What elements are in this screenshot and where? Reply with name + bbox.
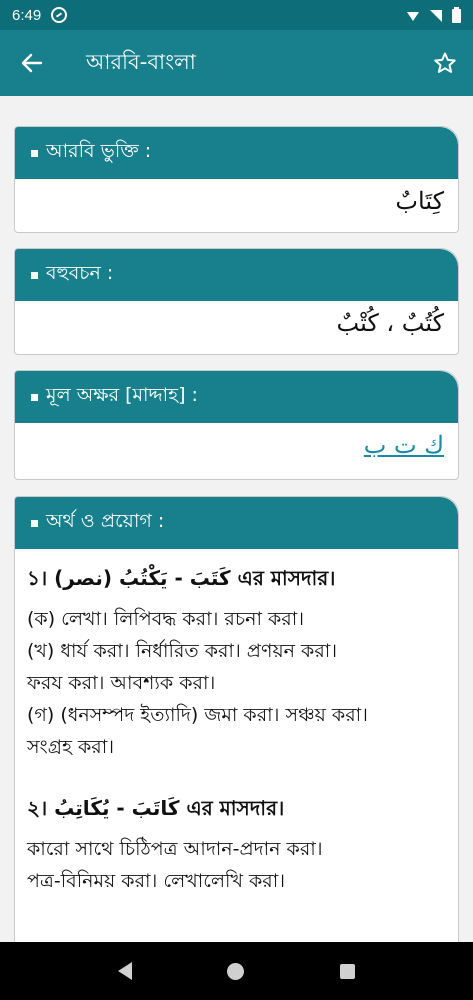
meaning-card bbox=[14, 496, 459, 942]
battery-icon bbox=[452, 7, 461, 23]
meaning-line: (ক) লেখা। লিপিবদ্ধ করা। রচনা করা। bbox=[27, 608, 305, 630]
spacer bbox=[27, 763, 446, 791]
favorite-button[interactable] bbox=[417, 30, 473, 96]
card-label: অর্থ ও প্রয়োগ : bbox=[46, 510, 165, 532]
meaning-heading: ২। كَاتَبَ - يُكَاتِبُ এর মাসদার। bbox=[27, 796, 285, 820]
meaning-line: ফরয করা। আবশ্যক করা। bbox=[27, 672, 216, 694]
status-bar bbox=[0, 0, 473, 30]
meaning-body bbox=[15, 549, 458, 909]
bullet-icon bbox=[31, 394, 38, 401]
back-button[interactable] bbox=[0, 30, 64, 96]
status-icons bbox=[406, 7, 461, 23]
bullet-icon bbox=[31, 272, 38, 279]
signal-icon bbox=[406, 8, 420, 22]
card-header bbox=[15, 249, 458, 301]
meaning-heading: ১। (نصر) كَتَبَ - يَكْتُبُ এর মাসদার। bbox=[27, 566, 336, 590]
card-value bbox=[15, 423, 458, 469]
root-letters-card bbox=[14, 370, 459, 480]
card-value: كُتُبٌ ، كُتْبٌ bbox=[336, 309, 444, 337]
card-header bbox=[15, 371, 458, 423]
star-outline-icon bbox=[433, 51, 457, 75]
plural-card bbox=[14, 248, 459, 355]
meaning-line: (গ) (ধনসম্পদ ইত্যাদি) জমা করা। সঞ্চয় করা। bbox=[27, 704, 368, 726]
card-value: كِتَابٌ bbox=[395, 187, 444, 215]
content-area[interactable] bbox=[0, 96, 473, 942]
card-header bbox=[15, 497, 458, 549]
status-time: 6:49 bbox=[12, 6, 42, 24]
arabic-word-card bbox=[14, 126, 459, 233]
nav-back-icon[interactable] bbox=[118, 962, 132, 980]
meaning-line: সংগ্রহ করা। bbox=[27, 736, 115, 758]
app-notification-icon bbox=[51, 7, 67, 23]
app-bar bbox=[0, 30, 473, 96]
system-nav-bar bbox=[0, 942, 473, 1000]
wifi-icon bbox=[428, 8, 444, 22]
meaning-line: (খ) ধার্য করা। নির্ধারিত করা। প্রণয়ন করা। bbox=[27, 640, 338, 662]
bullet-icon bbox=[31, 150, 38, 157]
nav-home-icon[interactable] bbox=[227, 963, 244, 980]
card-label: মূল অক্ষর [মাদ্দাহ] : bbox=[46, 384, 198, 406]
meaning-line: কারো সাথে চিঠিপত্র আদান-প্রদান করা। bbox=[27, 838, 323, 860]
card-label: আরবি ভুক্তি : bbox=[46, 140, 152, 162]
meaning-line: পত্র-বিনিময় করা। লেখালেখি করা। bbox=[27, 870, 286, 892]
page-title: আরবি-বাংলা bbox=[86, 49, 196, 74]
card-label: বহুবচন : bbox=[46, 262, 114, 284]
card-header bbox=[15, 127, 458, 179]
bullet-icon bbox=[31, 520, 38, 527]
root-letters-link[interactable]: ك ت ب bbox=[363, 431, 444, 459]
back-arrow-icon bbox=[21, 52, 43, 74]
nav-recents-icon[interactable] bbox=[340, 964, 355, 979]
